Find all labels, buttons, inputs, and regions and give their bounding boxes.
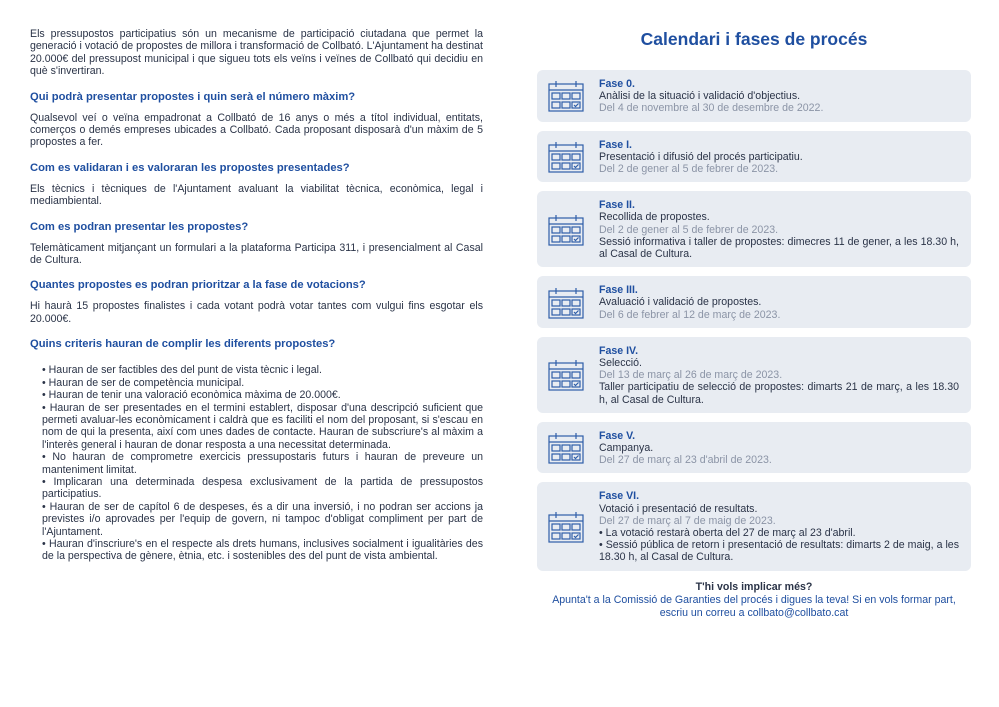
phase-card [537, 337, 971, 413]
phase-description: Anàlisi de la situació i validació d'objectius. [599, 90, 801, 103]
phase-card [537, 131, 971, 183]
phase-note: • La votació restarà oberta del 27 de març al 23 d'abril. [599, 527, 856, 540]
criteria-list [30, 364, 483, 563]
phase-description: Avaluació i validació de propostes. [599, 296, 762, 309]
section-text: Els tècnics i tècniques de l'Ajuntament avaluant la viabilitat tècnica, econòmica, legal i mediambiental. [30, 182, 483, 208]
phase-description: Votació i presentació de resultats. [599, 502, 758, 515]
phase-card [537, 191, 971, 267]
section-text: Qualsevol veí o veïna empadronat a Collbató de 16 anys o més a títol individual, entitats, comerços o demés empreses ubicades a Collbató. Cada proposant disposarà d'un màxim de 5 propostes a fer. [30, 111, 483, 149]
footer-text: Apunta't a la Comissió de Garanties del procés i digues la teva! Si en vols formar part, escriu un correu a collbato@collbato.cat [552, 593, 956, 619]
phase-title: Fase I. [599, 138, 632, 151]
phase-card [537, 70, 971, 122]
calendar-icon [547, 213, 599, 247]
calendar-icon [547, 358, 599, 392]
calendar-icon [547, 79, 599, 113]
calendar-icon [547, 510, 599, 544]
calendar-icon [547, 286, 599, 320]
calendar-icon [547, 140, 599, 174]
phase-description: Recollida de propostes. [599, 211, 710, 224]
phase-description: Selecció. [599, 357, 642, 370]
criteria-item: • Hauran de ser presentades en el termini establert, disposar d'una descripció suficient que permeti avaluar-les econòmicament i caldrà que es faciliti el nom del proposant, si s'escau en nom de qui la presenta, així com unes dades de contacte. Hauran de subscriure's al màxim a l'interès general i hauran de donar resposta a una necessitat determinada. [42, 401, 483, 451]
criteria-heading: Quins criteris hauran de complir les diferents propostes? [30, 338, 336, 351]
criteria-item: • Hauran de tenir una valoració econòmica màxima de 20.000€. [42, 389, 341, 402]
right-column [537, 28, 971, 620]
left-column [30, 28, 483, 563]
phase-card [537, 422, 971, 474]
phase-description: Campanya. [599, 442, 654, 455]
footer-callout [537, 581, 971, 620]
calendar-icon [547, 431, 599, 465]
phase-card [537, 276, 971, 328]
phase-card [537, 482, 971, 570]
footer-heading: T'hi vols implicar més? [695, 580, 813, 593]
phase-description: Presentació i difusió del procés participatiu. [599, 150, 803, 163]
phase-title: Fase VI. [599, 490, 640, 503]
section-heading: Qui podrà presentar propostes i quin serà el número màxim? [30, 90, 356, 103]
criteria-item: • Implicaran una determinada despesa exclusivament de la partida de pressupostos participatius. [42, 475, 483, 501]
phase-date: Del 27 de març al 23 d'abril de 2023. [599, 454, 772, 467]
section-heading: Com es validaran i es valoraran les propostes presentades? [30, 161, 350, 174]
criteria-item: • Hauran de ser de competència municipal. [42, 376, 245, 389]
section-heading: Quantes propostes es podran prioritzar a la fase de votacions? [30, 279, 366, 292]
phase-title: Fase IV. [599, 344, 639, 357]
phase-date: Del 2 de gener al 5 de febrer de 2023. [599, 223, 779, 236]
section-text: Hi haurà 15 propostes finalistes i cada votant podrà votar tantes com vulgui fins esgotar els 20.000€. [30, 300, 483, 325]
phase-title: Fase II. [599, 199, 635, 212]
phase-date: Del 2 de gener al 5 de febrer de 2023. [599, 163, 779, 176]
phase-date: Del 4 de novembre al 30 de desembre de 2022. [599, 102, 824, 115]
phase-note: Sessió informativa i taller de propostes: dimecres 11 de gener, a les 18.30 h, al Casal de Cultura. [599, 235, 959, 261]
criteria-item: • Hauran de ser de capítol 6 de despeses, és a dir una inversió, i no podran ser accions ja previstes i/o aprovades per l'equip de govern, ni tampoc d'obligat compliment per part de l'Ajuntament. [42, 500, 483, 538]
criteria-item: • No hauran de comprometre exercicis pressupostaris futurs i hauran de preveure un manteniment limitat. [42, 451, 483, 476]
phase-date: Del 6 de febrer al 12 de març de 2023. [599, 308, 781, 321]
intro-paragraph: Els pressupostos participatius són un mecanisme de participació ciutadana que permet la generació i votació de propostes de millora i transformació de Collbató. L'Ajuntament ha destinat 20.000€ del pressupost municipal i que sigueu tots els veïns i veïnes de Collbató qui decidiu en què s'invertiran. [30, 28, 483, 78]
phase-list [537, 70, 971, 571]
calendar-title: Calendari i fases de procés [640, 29, 868, 49]
phase-note: Taller participatiu de selecció de propostes: dimarts 21 de març, a les 18.30 h, al Casal de Cultura. [599, 381, 959, 406]
criteria-item: • Hauran de ser factibles des del punt de vista tècnic i legal. [42, 364, 322, 377]
criteria-item: • Hauran d'inscriure's en el respecte als drets humans, inclusives socialment i igualitàries des de la perspectiva de gènere, ètnia, etc. i sostenibles des del punt de vista ambiental. [42, 537, 483, 563]
phase-title: Fase III. [599, 284, 638, 297]
phase-date: Del 27 de març al 7 de maig de 2023. [599, 514, 776, 527]
phase-title: Fase V. [599, 429, 636, 442]
phase-date: Del 13 de març al 26 de març de 2023. [599, 369, 783, 382]
section-text: Telemàticament mitjançant un formulari a la plataforma Participa 311, i presencialment al Casal de Cultura. [30, 241, 483, 267]
section-heading: Com es podran presentar les propostes? [30, 220, 249, 233]
phase-note: • Sessió pública de retorn i presentació de resultats: dimarts 2 de maig, a les 18.30 h, al Casal de Cultura. [599, 539, 959, 564]
phase-title: Fase 0. [599, 78, 635, 90]
